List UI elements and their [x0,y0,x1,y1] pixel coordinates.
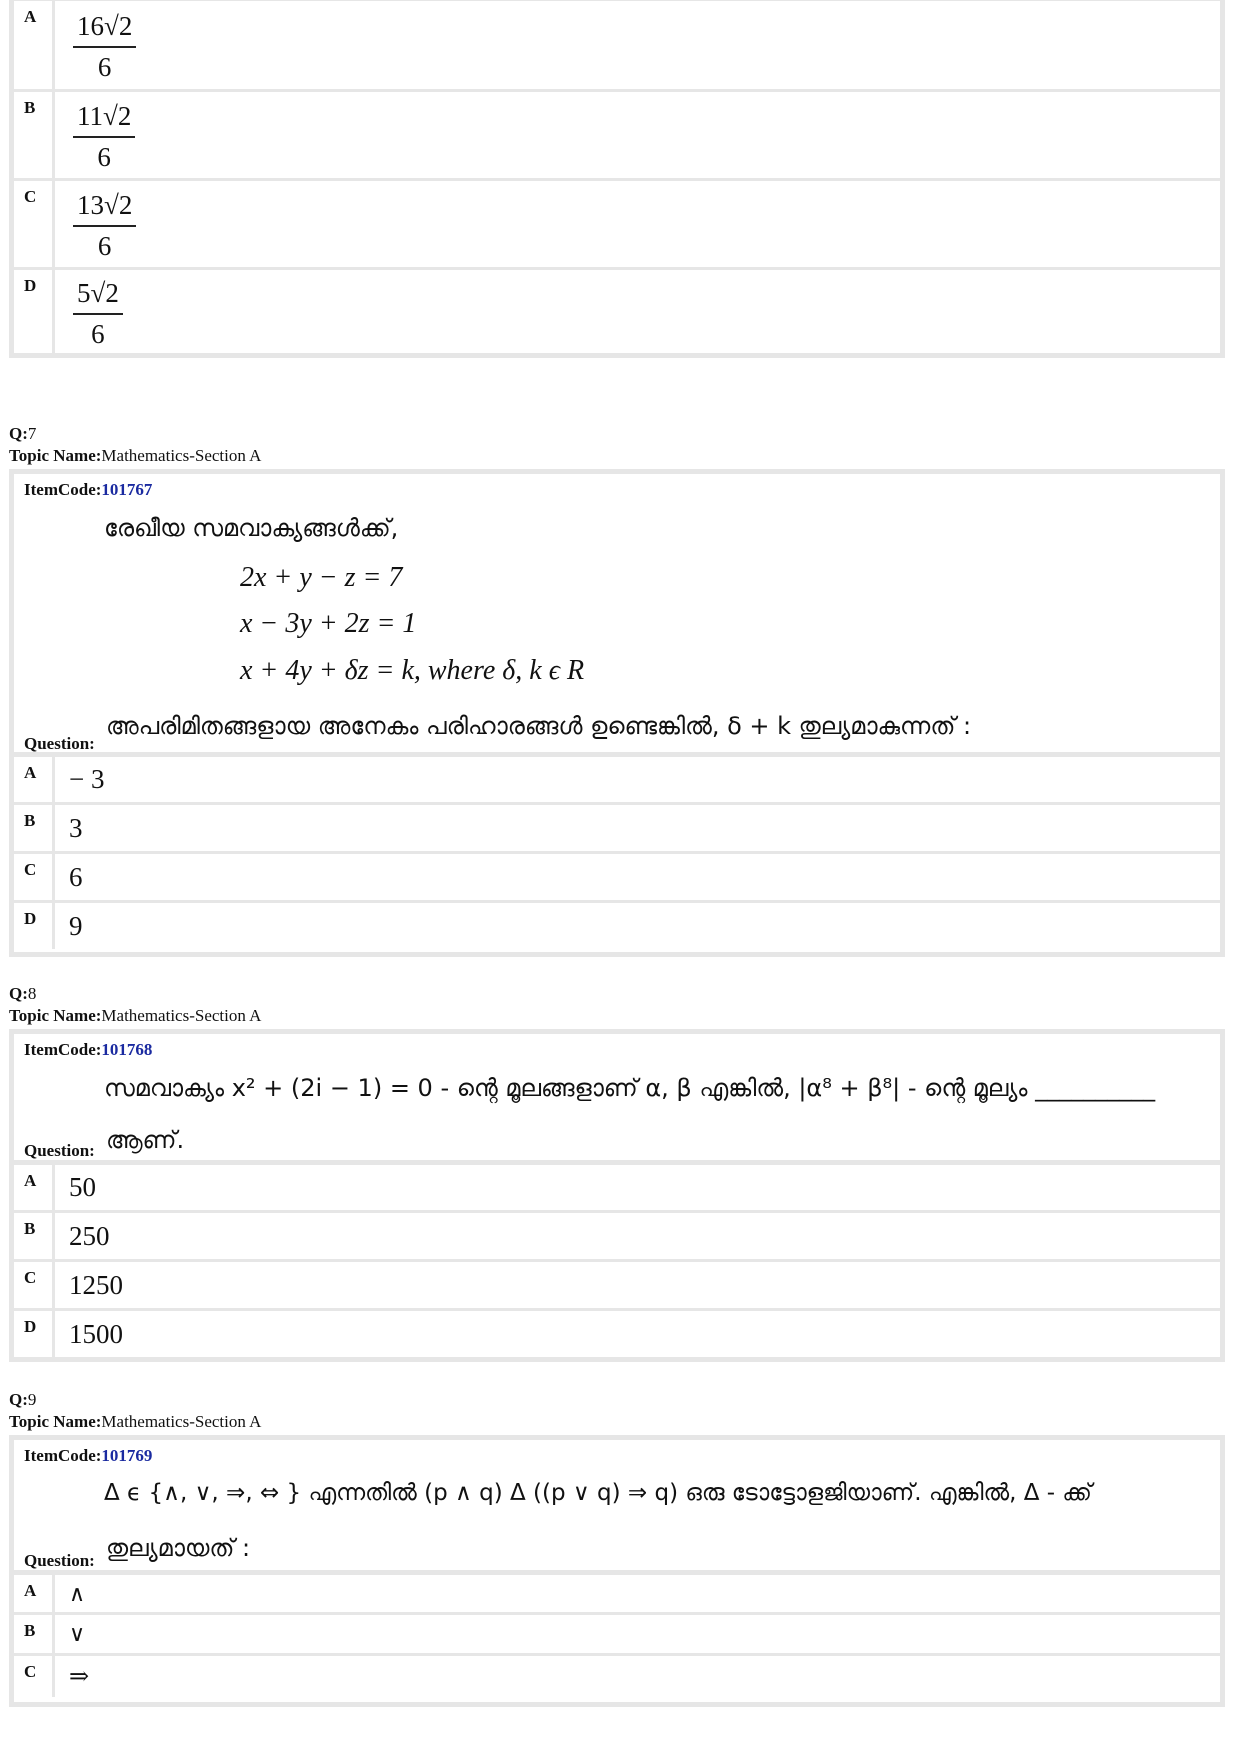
q8-question-box [9,1029,1225,1165]
item-code: ItemCode:101767 [24,480,153,499]
option-row[interactable] [14,757,1220,805]
option-label: B [14,805,55,851]
option-label: A [14,757,55,802]
question-line-2: ആണ്. [106,1126,185,1154]
question-number: Q:7 [9,424,37,443]
equation-1: 2x + y − z = 7 [240,562,403,593]
option-row[interactable] [14,1,1220,92]
option-value: 50 [69,1172,96,1202]
option-row[interactable] [14,1656,1220,1697]
option-label: A [14,1165,55,1210]
option-row[interactable] [14,1575,1220,1615]
item-code: ItemCode:101769 [24,1446,153,1465]
item-code: ItemCode:101768 [24,1040,153,1059]
option-row[interactable] [14,805,1220,854]
option-label: C [14,1656,55,1697]
q9-options [9,1575,1225,1707]
option-row[interactable] [14,1262,1220,1311]
option-row[interactable] [14,270,1220,353]
option-value: ∧ [69,1580,86,1606]
option-value: 1250 [69,1269,123,1300]
question-intro: രേഖീയ സമവാക്യങ്ങൾക്ക്, [104,514,399,542]
question-number: Q:9 [9,1390,37,1409]
option-label: D [14,1311,55,1357]
option-row[interactable] [14,181,1220,270]
option-value: ∨ [69,1621,86,1646]
equation-2: x − 3y + 2z = 1 [240,608,417,639]
q7-options [9,757,1225,957]
equation-3: x + 4y + δz = k, where δ, k ϵ R [240,655,585,686]
option-label: C [14,854,55,900]
question-line-1: Δ ϵ {∧, ∨, ⇒, ⇔ } എന്നതിൽ (p ∧ q) Δ ((p ∨ q) ⇒ q) ഒരു ടോട്ടോളജിയാണ്. എങ്കിൽ, Δ - ക്ക് [104,1480,1092,1506]
option-value: 250 [69,1220,110,1251]
option-label: B [14,1615,55,1653]
option-value: − 3 [69,764,105,794]
option-value: ⇒ [69,1664,90,1690]
option-value: 9 [69,910,83,941]
option-fraction: $\frac{16√2}{6}$ [73,13,136,81]
option-value: 3 [69,812,83,843]
option-label: A [14,1,55,89]
option-value: 1500 [69,1318,123,1349]
option-label: D [14,903,55,949]
q8-options [9,1165,1225,1362]
option-row[interactable] [14,1213,1220,1262]
option-row[interactable] [14,1165,1220,1213]
option-row[interactable] [14,92,1220,181]
option-fraction: $\frac{11√2}{6}$ [73,103,135,171]
question-label: Question: [24,734,95,753]
question-line-1: സമവാക്യം x² + (2i − 1) = 0 - ന്റെ മൂലങ്ങളാണ് α, β എങ്കിൽ, |α⁸ + β⁸| - ന്റെ മൂല്യം __________ [104,1074,1156,1102]
option-label: B [14,1213,55,1259]
option-row[interactable] [14,1615,1220,1656]
option-label: C [14,1262,55,1308]
option-value: 6 [69,861,83,892]
option-fraction: $\frac{13√2}{6}$ [73,192,136,260]
topic-name: Topic Name:Mathematics-Section A [9,1006,262,1025]
q7-question-box [9,469,1225,757]
topic-name: Topic Name:Mathematics-Section A [9,446,262,465]
q9-question-box [9,1435,1225,1575]
option-row[interactable] [14,1311,1220,1357]
option-fraction: $\frac{5√2}{6}$ [73,280,123,348]
option-label: D [14,270,55,353]
option-row[interactable] [14,854,1220,903]
question-number: Q:8 [9,984,37,1003]
question-label: Question: [24,1551,95,1570]
option-label: B [14,92,55,178]
question-line-2: തുല്യമായത് : [106,1534,251,1562]
option-label: C [14,181,55,267]
question-text: അപരിമിതങ്ങളായ അനേകം പരിഹാരങ്ങൾ ഉണ്ടെങ്കിൽ, δ + k തുല്യമാകുന്നത് : [106,712,972,740]
option-label: A [14,1575,55,1612]
topic-name: Topic Name:Mathematics-Section A [9,1412,262,1431]
q6-options [9,0,1225,358]
question-label: Question: [24,1141,95,1160]
option-row[interactable] [14,903,1220,949]
